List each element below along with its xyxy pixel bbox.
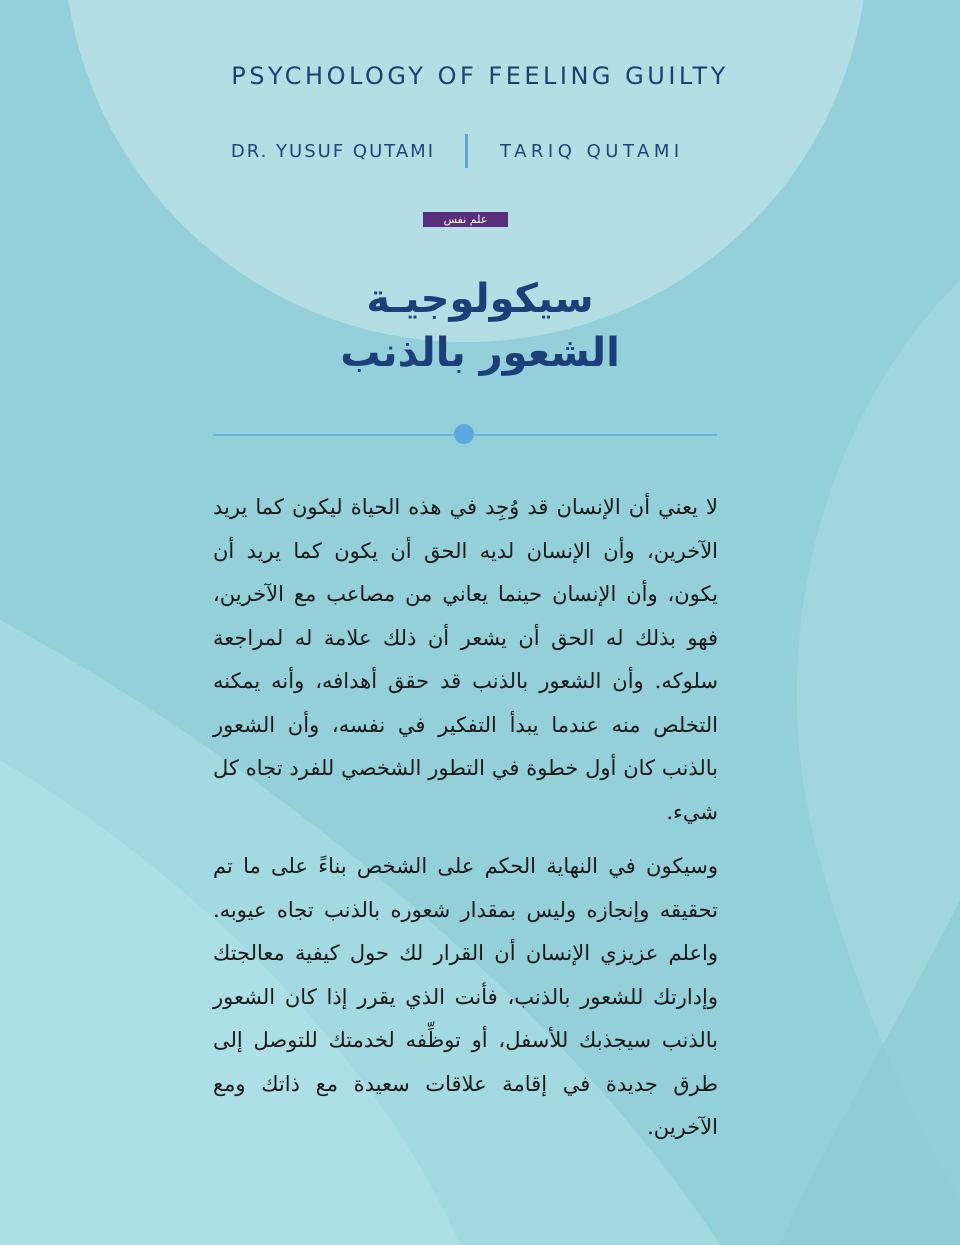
category-badge: علم نفس (423, 212, 508, 227)
author-tariq-qutami: TARIQ QUTAMI (500, 141, 684, 162)
description-paragraph-1: لا يعني أن الإنسان قد وُجِد في هذه الحياة ليكون كما يريد الآخرين، وأن الإنسان لديه الحق أن يكون كما يريد أن يكون، وأن الإنسان حينما يعاني من مصاعب مع الآخرين، فهو بذلك له الحق أن يشعر أن ذلك علامة له لمراجعة سلوكه. وأن الشعور بالذنب قد حقق أهدافه، وأنه يمكنه التخلص منه عندما يبدأ التفكير في نفسه، وأن الشعور بالذنب كان أول خطوة في التطور الشخصي للفرد تجاه كل شيء. (213, 495, 718, 824)
author-yusuf-qutami: DR. YUSUF QUTAMI (230, 141, 435, 162)
author-divider (465, 134, 468, 168)
title-arabic-line-1: سيكولوجيـة (366, 276, 594, 322)
authors-row (0, 132, 960, 170)
title-arabic-line-2: الشعور بالذنب (340, 330, 620, 376)
description-paragraph-2: وسيكون في النهاية الحكم على الشخص بناءً على ما تم تحقيقه وإنجازه وليس بمقدار شعوره بالذنب تجاه عيوبه. واعلم عزيزي الإنسان أن القرار لك حول كيفية معالجتك وإدارتك للشعور بالذنب، فأنت الذي يقرر إذا كان الشعور بالذنب سيجذبك للأسفل، أو توظِّفه لخدمتك للتوصل إلى طرق جديدة في إقامة علاقات سعيدة مع ذاتك ومع الآخرين. (213, 854, 718, 1139)
description-text (213, 486, 718, 1161)
separator-dot (454, 424, 474, 444)
book-title-english: PSYCHOLOGY OF FEELING GUILTY (231, 62, 729, 90)
book-title-arabic (0, 272, 960, 380)
